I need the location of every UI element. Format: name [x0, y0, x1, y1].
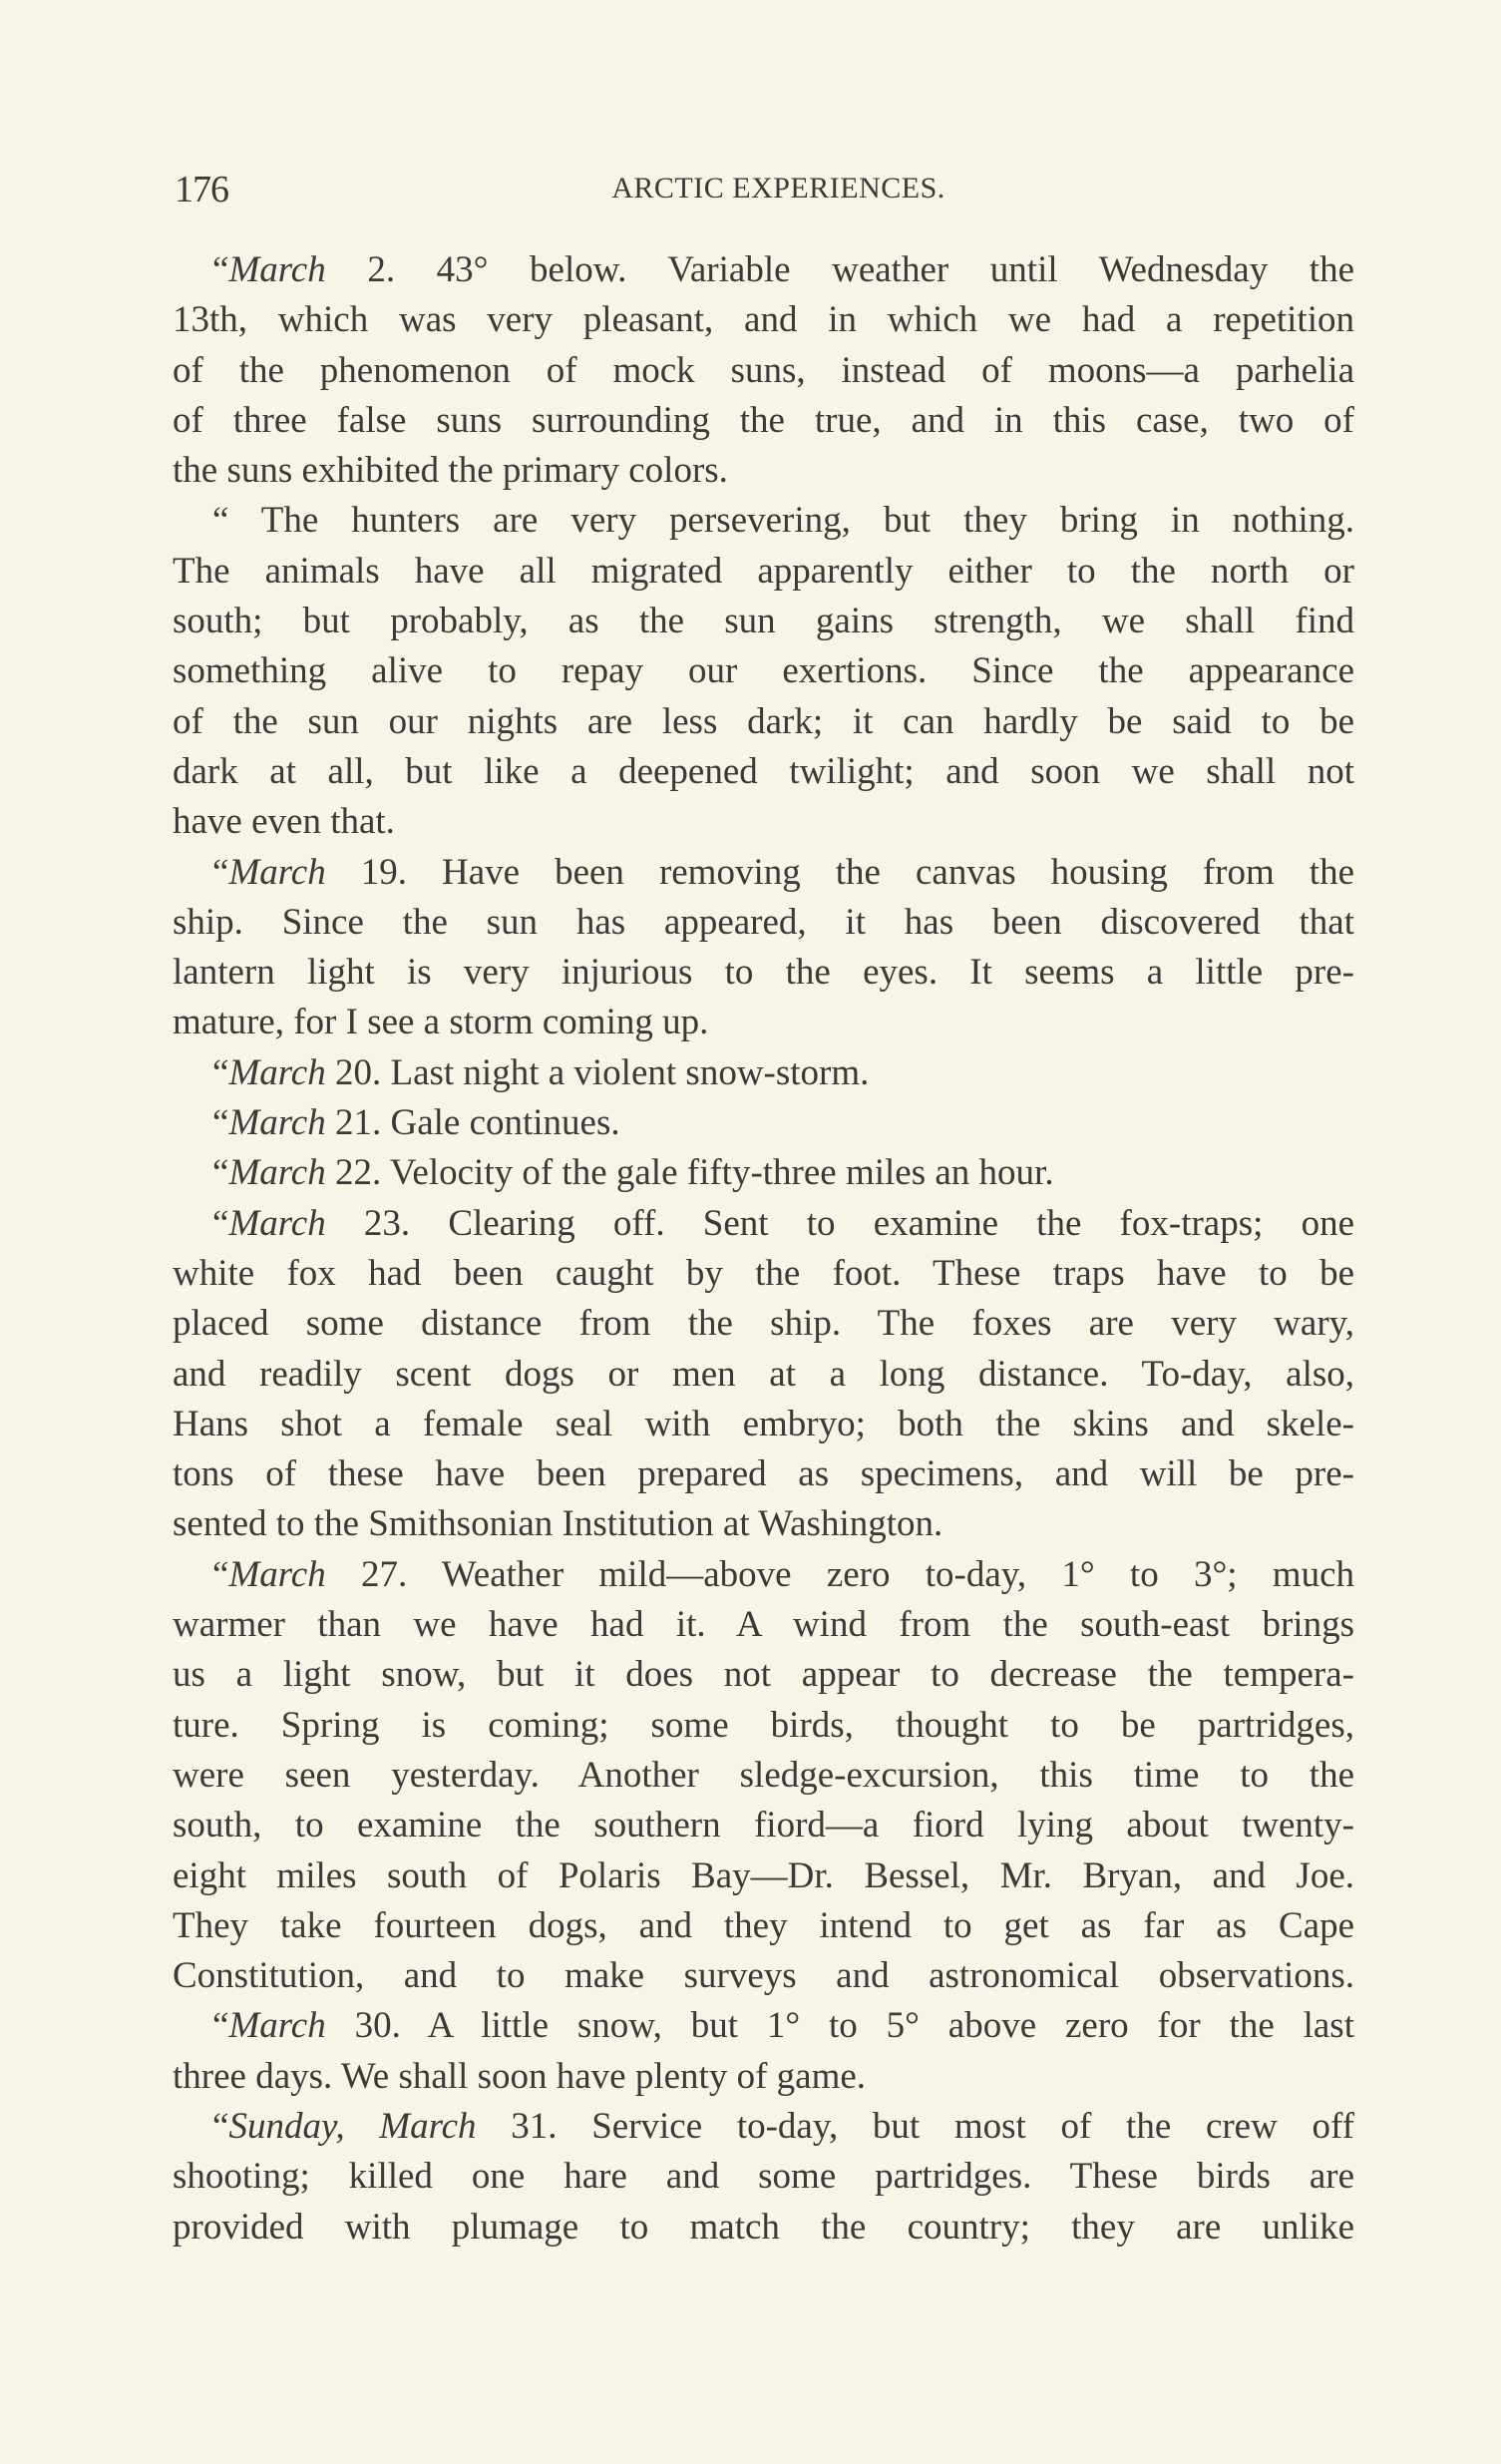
- line-text: dark at all, but like a deepened twilight; and soon we shall not: [173, 750, 1354, 792]
- text-line: [173, 295, 1354, 345]
- line-text: south, to examine the southern fiord—a fiord lying about twenty-: [173, 1805, 1354, 1847]
- page-number: 176: [175, 169, 228, 210]
- line-text: placed some distance from the ship. The foxes are very wary,: [173, 1303, 1354, 1345]
- line-text: 30. A little snow, but 1° to 5° above zero for the last: [325, 2005, 1354, 2047]
- line-text: 31. Service to-day, but most of the crew off: [476, 2105, 1354, 2147]
- line-text: white fox had been caught by the foot. These traps have to be: [173, 1252, 1354, 1294]
- open-quote: “: [212, 1152, 229, 1194]
- text-line: [173, 2203, 1354, 2253]
- open-quote: “: [212, 1202, 229, 1244]
- text-line: [173, 948, 1354, 998]
- text-line: [173, 396, 1354, 446]
- line-text: 19. Have been removing the canvas housing from the: [325, 851, 1354, 893]
- entry-date-italic: March: [228, 1553, 326, 1595]
- text-line: [173, 1650, 1354, 1700]
- line-text: have even that.: [173, 801, 395, 843]
- text-line: [173, 1350, 1354, 1400]
- text-line: [173, 747, 1354, 797]
- text-line: [173, 1299, 1354, 1349]
- text-line: [173, 496, 1354, 546]
- line-text: They take fourteen dogs, and they intend to get as far as Cape: [173, 1904, 1354, 1946]
- entry-date-italic: March: [228, 249, 326, 290]
- text-line: [173, 1199, 1354, 1249]
- line-text: tons of these have been prepared as specimens, and will be pre-: [173, 1453, 1354, 1495]
- text-line: [173, 597, 1354, 646]
- line-text: us a light snow, but it does not appear to decrease the tempera-: [173, 1654, 1354, 1696]
- text-line: [173, 2102, 1354, 2152]
- text-line: [173, 1901, 1354, 1951]
- line-text: lantern light is very injurious to the eyes. It seems a little pre-: [173, 952, 1354, 994]
- line-text: eight miles south of Polaris Bay—Dr. Bessel, Mr. Bryan, and Joe.: [173, 1854, 1354, 1896]
- text-line: [173, 1148, 1354, 1198]
- text-line: [173, 547, 1354, 597]
- open-quote: “: [212, 1102, 229, 1144]
- line-text: 13th, which was very pleasant, and in which we had a repetition: [173, 299, 1354, 341]
- open-quote: “: [212, 2005, 229, 2047]
- line-text: Hans shot a female seal with embryo; both the skins and skele-: [173, 1403, 1354, 1444]
- line-text: of the phenomenon of mock suns, instead of moons—a parhelia: [173, 349, 1354, 391]
- line-text: the suns exhibited the primary colors.: [173, 450, 728, 492]
- text-line: [173, 898, 1354, 948]
- text-line: [173, 1751, 1354, 1801]
- text-line: [173, 2052, 1354, 2102]
- text-line: [173, 797, 1354, 847]
- line-text: Constitution, and to make surveys and astronomical observations.: [173, 1955, 1354, 1997]
- line-text: of three false suns surrounding the true, and in this case, two of: [173, 399, 1354, 441]
- text-line: [173, 446, 1354, 496]
- text-line: [173, 2001, 1354, 2051]
- text-line: [173, 1851, 1354, 1901]
- text-line: [173, 1701, 1354, 1751]
- open-quote: “: [212, 1051, 229, 1093]
- line-text: of the sun our nights are less dark; it can hardly be said to be: [173, 700, 1354, 742]
- line-text: were seen yesterday. Another sledge-excursion, this time to the: [173, 1754, 1354, 1796]
- open-quote: “: [212, 2105, 229, 2147]
- entry-date-italic: March: [228, 2005, 326, 2047]
- entry-date-italic: March: [228, 1051, 326, 1093]
- text-line: [173, 1048, 1354, 1098]
- text-line: [173, 2152, 1354, 2202]
- line-text: mature, for I see a storm coming up.: [173, 1002, 709, 1043]
- text-line: [173, 1801, 1354, 1850]
- line-text: The hunters are very persevering, but they bring in nothing.: [260, 500, 1354, 542]
- line-text: The animals have all migrated apparently either to the north or: [173, 550, 1354, 592]
- entry-date-italic: Sunday, March: [228, 2105, 477, 2147]
- entry-date-italic: March: [228, 1202, 326, 1244]
- line-text: and readily scent dogs or men at a long distance. To-day, also,: [173, 1353, 1354, 1395]
- line-text: shooting; killed one hare and some partridges. These birds are: [173, 2156, 1354, 2198]
- running-header: [173, 168, 1354, 217]
- text-line: [173, 998, 1354, 1047]
- entry-date-italic: March: [228, 1152, 326, 1194]
- line-text: 2. 43° below. Variable weather until Wednesday the: [325, 249, 1354, 290]
- text-line: [173, 646, 1354, 696]
- text-line: [173, 848, 1354, 898]
- line-text: 21. Gale continues.: [325, 1102, 620, 1144]
- line-text: three days. We shall soon have plenty of game.: [173, 2055, 867, 2097]
- line-text: something alive to repay our exertions. Since the appearance: [173, 650, 1354, 692]
- running-title: ARCTIC EXPERIENCES.: [611, 172, 945, 205]
- text-line: [173, 1550, 1354, 1600]
- line-text: 23. Clearing off. Sent to examine the fox-traps; one: [325, 1202, 1354, 1244]
- text-line: [173, 1449, 1354, 1499]
- line-text: provided with plumage to match the country; they are unlike: [173, 2206, 1354, 2248]
- body-text: [173, 245, 1354, 2253]
- line-text: warmer than we have had it. A wind from the south-east brings: [173, 1604, 1354, 1646]
- entry-date-italic: March: [228, 851, 326, 893]
- text-line: [173, 697, 1354, 747]
- text-line: [173, 245, 1354, 295]
- open-quote: “: [212, 1553, 229, 1595]
- text-line: [173, 346, 1354, 396]
- text-line: [173, 1499, 1354, 1549]
- text-line: [173, 1400, 1354, 1449]
- text-line: [173, 1600, 1354, 1650]
- line-text: south; but probably, as the sun gains strength, we shall find: [173, 601, 1354, 642]
- line-text: 27. Weather mild—above zero to-day, 1° to 3°; much: [325, 1553, 1354, 1595]
- line-text: ture. Spring is coming; some birds, thought to be partridges,: [173, 1704, 1354, 1746]
- text-line: [173, 1098, 1354, 1148]
- open-quote: “: [212, 249, 229, 290]
- line-text: ship. Since the sun has appeared, it has been discovered that: [173, 901, 1354, 943]
- line-text: 20. Last night a violent snow-storm.: [325, 1051, 870, 1093]
- text-line: [173, 1249, 1354, 1299]
- text-line: [173, 1951, 1354, 2001]
- open-quote: “: [212, 500, 261, 542]
- open-quote: “: [212, 851, 229, 893]
- line-text: sented to the Smithsonian Institution at Washington.: [173, 1503, 943, 1545]
- line-text: 22. Velocity of the gale fifty-three miles an hour.: [325, 1152, 1054, 1194]
- entry-date-italic: March: [228, 1102, 326, 1144]
